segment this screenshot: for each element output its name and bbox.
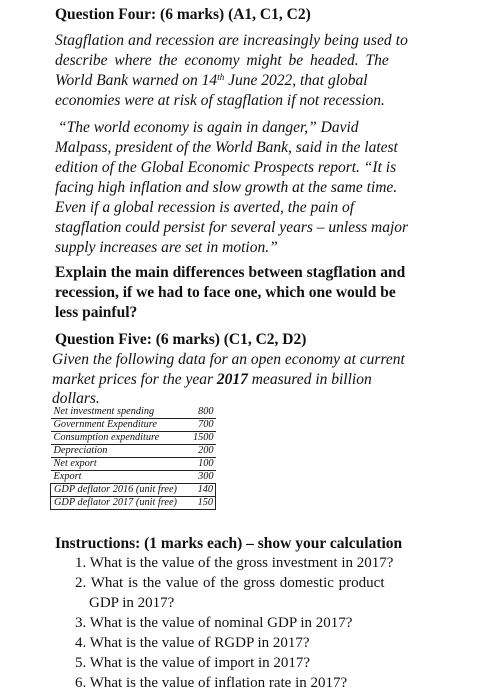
q4-date-superscript: th	[217, 72, 225, 82]
table-cell-label: Government Expenditure	[51, 419, 179, 432]
q4-quote-line: facing high inflation and slow growth at the same time.	[55, 179, 398, 196]
q4-quote-line: edition of the Global Economic Prospects report. “It is	[55, 159, 397, 176]
table-row	[51, 471, 216, 484]
calculation-question: 6. What is the value of inflation rate in 2017?	[75, 675, 348, 691]
table-cell-label: Net investment spending	[53, 406, 155, 417]
table-cell-value: 140	[179, 484, 216, 497]
q5-intro-line	[52, 371, 372, 389]
table-cell-label: GDP deflator 2017 (unit free)	[51, 497, 179, 510]
table-cell-value: 200	[179, 445, 216, 458]
q4-quote-line: stagflation could persist for several years – unless major	[55, 219, 409, 236]
question-five-heading: Question Five: (6 marks) (C1, C2, D2)	[55, 331, 307, 348]
calculation-question: 3. What is the value of nominal GDP in 2017?	[75, 615, 353, 631]
q4-task-line: Explain the main differences between stagflation and	[55, 264, 406, 281]
table-cell-label: Depreciation	[51, 445, 179, 458]
table-cell-value: 300	[179, 471, 216, 484]
q5-year: 2017	[216, 371, 248, 388]
table-cell-value: 800	[198, 406, 214, 417]
table-row	[51, 445, 216, 458]
table-cell-label: Export	[51, 471, 179, 484]
table-cell-value: 700	[179, 419, 216, 432]
table-cell-label: Consumption expenditure	[51, 432, 179, 445]
table-row	[51, 406, 216, 419]
q4-quote-line: Malpass, president of the World Bank, said in the latest	[55, 139, 398, 156]
q4-date-text-rest: June 2022, that global	[224, 72, 368, 89]
q4-paragraph-line	[55, 72, 368, 90]
calculation-question: 4. What is the value of RGDP in 2017?	[75, 635, 310, 651]
table-cell-value: 150	[179, 497, 216, 510]
q4-task-line: less painful?	[55, 304, 138, 321]
q4-date-text: World Bank warned on 14	[55, 72, 218, 89]
q4-quote-line: “The world economy is again in danger,” David	[58, 119, 359, 136]
q4-task-line: recession, if we had to face one, which one would be	[55, 284, 396, 301]
calculation-question: 1. What is the value of the gross investment in 2017?	[75, 555, 394, 571]
calculation-question-continued: GDP in 2017?	[89, 595, 175, 611]
q4-quote-line: Even if a global recession is averted, the pain of	[55, 199, 355, 216]
table-row	[51, 484, 216, 497]
table-cell-value: 100	[179, 458, 216, 471]
q4-paragraph-line: economies were at risk of stagflation if not recession.	[55, 92, 385, 109]
q5-intro-line: dollars.	[52, 390, 100, 407]
table-cell-value: 1500	[179, 432, 216, 445]
question-four-heading: Question Four: (6 marks) (A1, C1, C2)	[55, 6, 311, 23]
table-row	[51, 497, 216, 510]
q4-quote-line: supply increases are set in motion.”	[55, 239, 278, 256]
instructions-heading: Instructions: (1 marks each) – show your calculation	[55, 535, 403, 552]
q5-intro-text-rest: measured in billion	[247, 371, 372, 388]
table-row	[51, 458, 216, 471]
calculation-question: 2. What is the value of the gross domestic product	[75, 575, 385, 591]
calculation-question: 5. What is the value of import in 2017?	[75, 655, 311, 671]
table-cell-label: GDP deflator 2016 (unit free)	[51, 484, 179, 497]
table-cell-label: Net export	[51, 458, 179, 471]
q4-paragraph-line: describe where the economy might be headed. The	[55, 52, 389, 69]
q4-paragraph-line: Stagflation and recession are increasingly being used to	[55, 32, 409, 49]
economy-data-table	[50, 406, 216, 510]
q5-intro-text: market prices for the year	[52, 371, 217, 388]
table-row	[51, 432, 216, 445]
q5-intro-line: Given the following data for an open economy at current	[52, 351, 405, 368]
table-row	[51, 419, 216, 432]
